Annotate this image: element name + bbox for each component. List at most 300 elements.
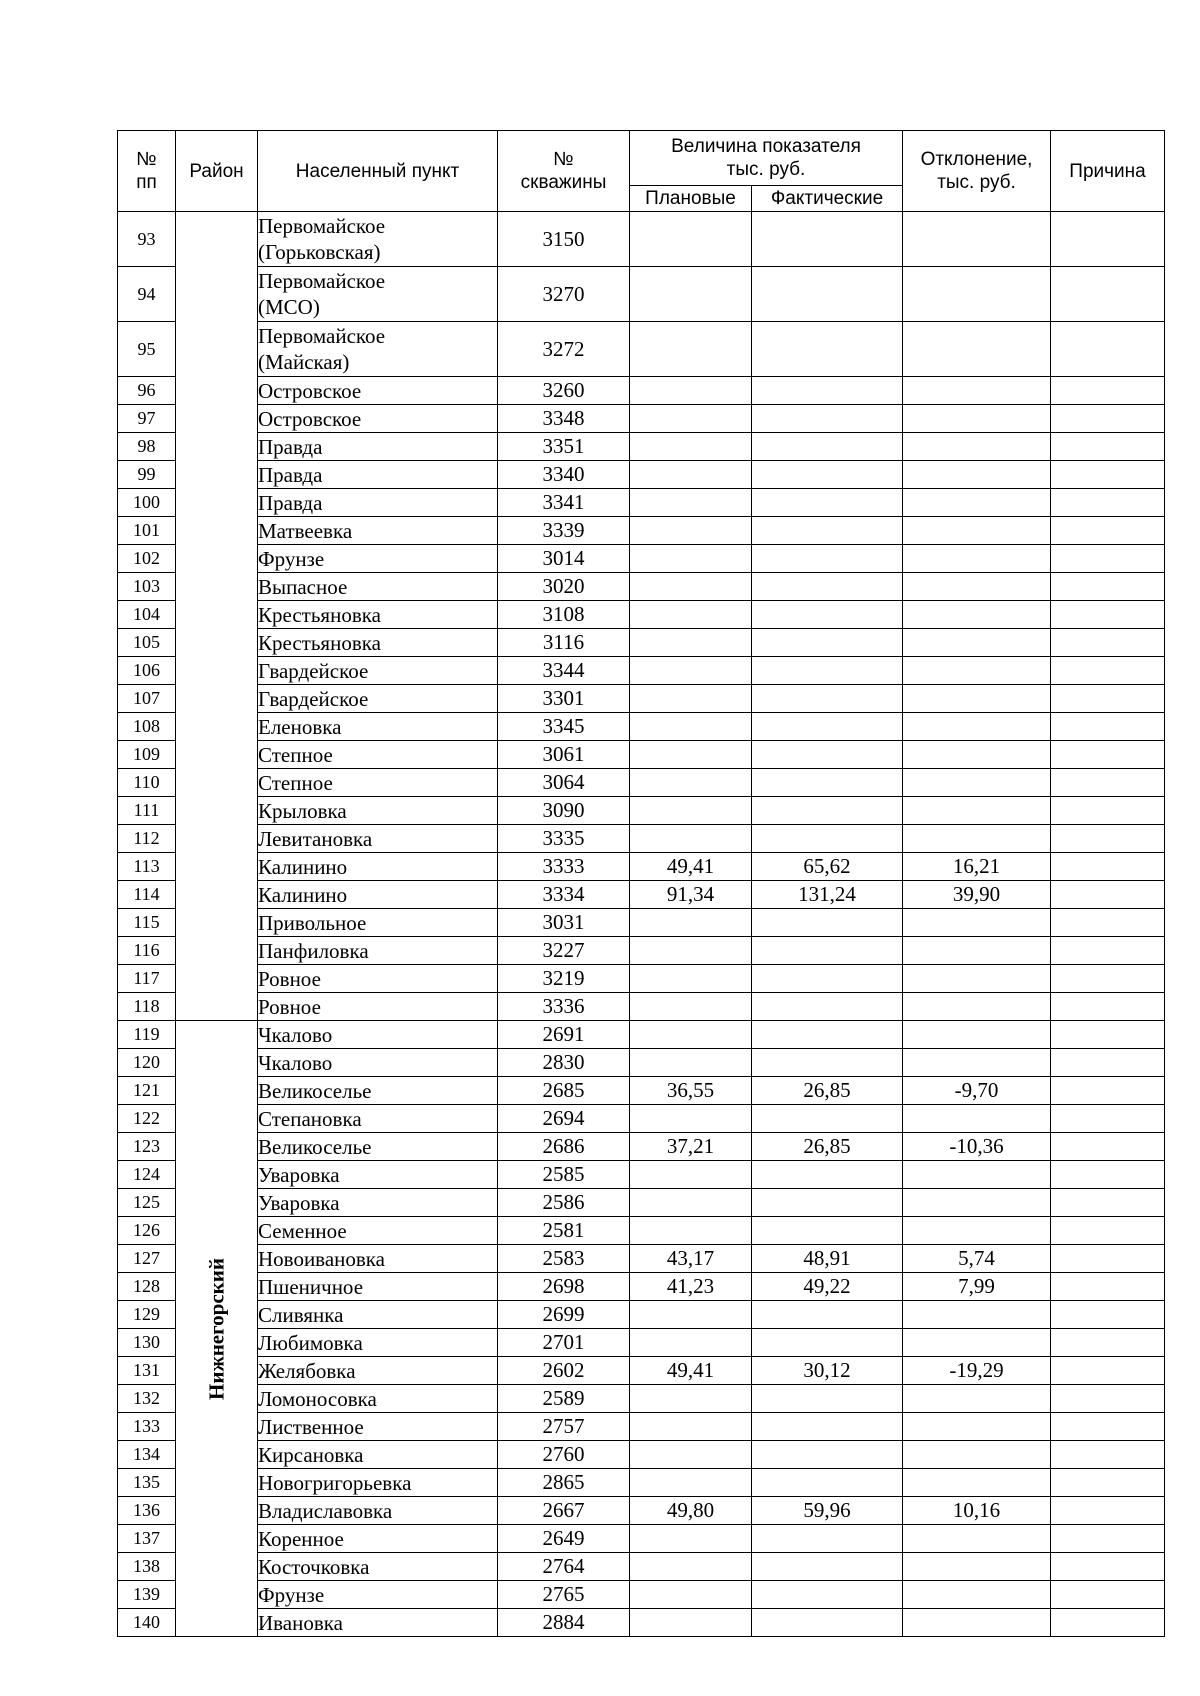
well-number: 2699 <box>498 1301 630 1329</box>
table-row <box>118 1217 1165 1245</box>
settlement-name: Островское <box>258 405 498 433</box>
deviation-value <box>903 1161 1051 1189</box>
planned-value <box>630 545 752 573</box>
deviation-value <box>903 713 1051 741</box>
table-row <box>118 212 1165 267</box>
row-number: 136 <box>118 1497 176 1525</box>
settlement-name: Косточковка <box>258 1553 498 1581</box>
actual-value <box>752 1553 903 1581</box>
actual-value <box>752 545 903 573</box>
table-row <box>118 405 1165 433</box>
table-row <box>118 545 1165 573</box>
row-number: 133 <box>118 1413 176 1441</box>
well-number: 2589 <box>498 1385 630 1413</box>
reason-value <box>1051 909 1165 937</box>
well-number: 2581 <box>498 1217 630 1245</box>
reason-value <box>1051 825 1165 853</box>
reason-value <box>1051 1525 1165 1553</box>
deviation-value <box>903 797 1051 825</box>
planned-value <box>630 1553 752 1581</box>
actual-value <box>752 1413 903 1441</box>
planned-value: 49,41 <box>630 853 752 881</box>
deviation-value <box>903 1413 1051 1441</box>
table-row <box>118 517 1165 545</box>
actual-value <box>752 1021 903 1049</box>
actual-value <box>752 769 903 797</box>
actual-value <box>752 965 903 993</box>
well-number: 2760 <box>498 1441 630 1469</box>
deviation-value: -9,70 <box>903 1077 1051 1105</box>
deviation-value <box>903 1049 1051 1077</box>
header-well-text: № скважины <box>520 149 607 193</box>
well-number: 3150 <box>498 212 630 267</box>
table-row <box>118 601 1165 629</box>
table-row <box>118 1077 1165 1105</box>
reason-value <box>1051 322 1165 377</box>
deviation-value <box>903 1581 1051 1609</box>
row-number: 131 <box>118 1357 176 1385</box>
deviation-value <box>903 1021 1051 1049</box>
well-number: 2649 <box>498 1525 630 1553</box>
settlement-name: Сливянка <box>258 1301 498 1329</box>
table-row <box>118 1385 1165 1413</box>
table-row <box>118 489 1165 517</box>
planned-value <box>630 629 752 657</box>
reason-value <box>1051 601 1165 629</box>
planned-value <box>630 1469 752 1497</box>
row-number: 113 <box>118 853 176 881</box>
planned-value <box>630 322 752 377</box>
deviation-value: 7,99 <box>903 1273 1051 1301</box>
well-number: 3339 <box>498 517 630 545</box>
reason-value <box>1051 965 1165 993</box>
header-deviation <box>903 131 1051 212</box>
deviation-value <box>903 629 1051 657</box>
row-number: 94 <box>118 267 176 322</box>
well-number: 3345 <box>498 713 630 741</box>
header-actual-text: Фактические <box>770 188 884 209</box>
actual-value: 30,12 <box>752 1357 903 1385</box>
settlement-name: Панфиловка <box>258 937 498 965</box>
planned-value <box>630 685 752 713</box>
well-number: 2583 <box>498 1245 630 1273</box>
row-number: 107 <box>118 685 176 713</box>
header-region <box>176 131 258 212</box>
row-number: 120 <box>118 1049 176 1077</box>
row-number: 115 <box>118 909 176 937</box>
planned-value <box>630 1581 752 1609</box>
planned-value <box>630 1441 752 1469</box>
reason-value <box>1051 1217 1165 1245</box>
header-reason <box>1051 131 1165 212</box>
deviation-value <box>903 322 1051 377</box>
well-number: 2764 <box>498 1553 630 1581</box>
row-number: 110 <box>118 769 176 797</box>
actual-value <box>752 629 903 657</box>
table-row <box>118 797 1165 825</box>
reason-value <box>1051 1385 1165 1413</box>
header-settlement-text: Населенный пункт <box>295 160 460 182</box>
table-row <box>118 1133 1165 1161</box>
deviation-value <box>903 267 1051 322</box>
planned-value <box>630 769 752 797</box>
deviation-value <box>903 937 1051 965</box>
reason-value <box>1051 1077 1165 1105</box>
well-number: 3116 <box>498 629 630 657</box>
planned-value <box>630 1525 752 1553</box>
actual-value <box>752 713 903 741</box>
deviation-value <box>903 1553 1051 1581</box>
row-number: 134 <box>118 1441 176 1469</box>
reason-value <box>1051 1189 1165 1217</box>
planned-value <box>630 657 752 685</box>
well-number: 2686 <box>498 1133 630 1161</box>
well-number: 3270 <box>498 267 630 322</box>
planned-value <box>630 1189 752 1217</box>
row-number: 108 <box>118 713 176 741</box>
actual-value <box>752 937 903 965</box>
planned-value <box>630 713 752 741</box>
table-row <box>118 1301 1165 1329</box>
row-number: 101 <box>118 517 176 545</box>
settlement-name: Степановка <box>258 1105 498 1133</box>
table-row <box>118 1329 1165 1357</box>
reason-value <box>1051 433 1165 461</box>
reason-value <box>1051 1497 1165 1525</box>
row-number: 139 <box>118 1581 176 1609</box>
deviation-value: 10,16 <box>903 1497 1051 1525</box>
row-number: 128 <box>118 1273 176 1301</box>
reason-value <box>1051 853 1165 881</box>
reason-value <box>1051 1441 1165 1469</box>
settlement-name: Семенное <box>258 1217 498 1245</box>
table-row <box>118 825 1165 853</box>
reason-value <box>1051 1021 1165 1049</box>
row-number: 129 <box>118 1301 176 1329</box>
table-row <box>118 377 1165 405</box>
settlement-name: Чкалово <box>258 1021 498 1049</box>
well-number: 3341 <box>498 489 630 517</box>
well-number: 3219 <box>498 965 630 993</box>
reason-value <box>1051 937 1165 965</box>
actual-value <box>752 267 903 322</box>
reason-value <box>1051 1133 1165 1161</box>
planned-value <box>630 517 752 545</box>
settlement-name: Новоивановка <box>258 1245 498 1273</box>
planned-value: 37,21 <box>630 1133 752 1161</box>
planned-value <box>630 433 752 461</box>
row-number: 122 <box>118 1105 176 1133</box>
settlement-name: Желябовка <box>258 1357 498 1385</box>
actual-value <box>752 377 903 405</box>
reason-value <box>1051 1357 1165 1385</box>
actual-value <box>752 1105 903 1133</box>
row-number: 130 <box>118 1329 176 1357</box>
settlement-name: Кирсановка <box>258 1441 498 1469</box>
settlement-name: Фрунзе <box>258 1581 498 1609</box>
deviation-value <box>903 1525 1051 1553</box>
well-number: 3020 <box>498 573 630 601</box>
row-number: 109 <box>118 741 176 769</box>
header-region-text: Район <box>189 160 244 182</box>
deviation-value <box>903 405 1051 433</box>
well-number: 3333 <box>498 853 630 881</box>
well-number: 3260 <box>498 377 630 405</box>
settlement-name: Ровное <box>258 965 498 993</box>
well-number: 2694 <box>498 1105 630 1133</box>
deviation-value <box>903 433 1051 461</box>
settlement-name: Первомайское (МСО) <box>258 267 498 322</box>
actual-value <box>752 601 903 629</box>
deviation-value <box>903 909 1051 937</box>
actual-value: 59,96 <box>752 1497 903 1525</box>
header-planned <box>630 186 752 212</box>
settlement-name: Уваровка <box>258 1161 498 1189</box>
actual-value <box>752 1581 903 1609</box>
actual-value <box>752 1525 903 1553</box>
planned-value <box>630 1301 752 1329</box>
settlement-name: Правда <box>258 461 498 489</box>
actual-value <box>752 685 903 713</box>
reason-value <box>1051 1245 1165 1273</box>
planned-value <box>630 1609 752 1637</box>
reason-value <box>1051 881 1165 909</box>
well-number: 3227 <box>498 937 630 965</box>
region-name: Нижнегорский <box>204 1257 228 1400</box>
reason-value <box>1051 993 1165 1021</box>
reason-value <box>1051 1609 1165 1637</box>
row-number: 116 <box>118 937 176 965</box>
planned-value: 43,17 <box>630 1245 752 1273</box>
planned-value: 91,34 <box>630 881 752 909</box>
deviation-value: 5,74 <box>903 1245 1051 1273</box>
well-number: 3348 <box>498 405 630 433</box>
settlement-name: Ивановка <box>258 1609 498 1637</box>
row-number: 123 <box>118 1133 176 1161</box>
reason-value <box>1051 685 1165 713</box>
table-row <box>118 937 1165 965</box>
planned-value: 49,41 <box>630 1357 752 1385</box>
actual-value <box>752 993 903 1021</box>
row-number: 102 <box>118 545 176 573</box>
settlement-name: Великоселье <box>258 1133 498 1161</box>
deviation-value <box>903 1301 1051 1329</box>
table-row <box>118 881 1165 909</box>
settlement-name: Степное <box>258 769 498 797</box>
reason-value <box>1051 657 1165 685</box>
reason-value <box>1051 405 1165 433</box>
settlement-name: Крестьяновка <box>258 629 498 657</box>
settlement-name: Великоселье <box>258 1077 498 1105</box>
settlement-name: Фрунзе <box>258 545 498 573</box>
header-settlement <box>258 131 498 212</box>
planned-value <box>630 741 752 769</box>
planned-value <box>630 965 752 993</box>
settlement-name: Уваровка <box>258 1189 498 1217</box>
table-row <box>118 1273 1165 1301</box>
actual-value <box>752 825 903 853</box>
table-row <box>118 713 1165 741</box>
planned-value: 36,55 <box>630 1077 752 1105</box>
row-number: 132 <box>118 1385 176 1413</box>
deviation-value <box>903 825 1051 853</box>
table-row <box>118 267 1165 322</box>
planned-value <box>630 1385 752 1413</box>
table-body <box>118 212 1165 1637</box>
deviation-value: 16,21 <box>903 853 1051 881</box>
row-number: 125 <box>118 1189 176 1217</box>
well-number: 2765 <box>498 1581 630 1609</box>
well-number: 3301 <box>498 685 630 713</box>
reason-value <box>1051 1469 1165 1497</box>
actual-value <box>752 1441 903 1469</box>
well-number: 3272 <box>498 322 630 377</box>
well-number: 2586 <box>498 1189 630 1217</box>
actual-value <box>752 573 903 601</box>
deviation-value <box>903 461 1051 489</box>
table-row <box>118 657 1165 685</box>
actual-value <box>752 909 903 937</box>
table-row <box>118 965 1165 993</box>
actual-value: 131,24 <box>752 881 903 909</box>
settlement-name: Левитановка <box>258 825 498 853</box>
settlement-name: Крыловка <box>258 797 498 825</box>
row-number: 99 <box>118 461 176 489</box>
reason-value <box>1051 517 1165 545</box>
table-row <box>118 1049 1165 1077</box>
row-number: 124 <box>118 1161 176 1189</box>
table-row <box>118 993 1165 1021</box>
planned-value <box>630 1217 752 1245</box>
row-number: 137 <box>118 1525 176 1553</box>
reason-value <box>1051 1301 1165 1329</box>
actual-value <box>752 517 903 545</box>
deviation-value <box>903 601 1051 629</box>
deviation-value <box>903 489 1051 517</box>
reason-value <box>1051 573 1165 601</box>
table-row <box>118 573 1165 601</box>
row-number: 140 <box>118 1609 176 1637</box>
row-number: 118 <box>118 993 176 1021</box>
deviation-value <box>903 1105 1051 1133</box>
well-number: 2701 <box>498 1329 630 1357</box>
table-row <box>118 433 1165 461</box>
well-number: 2830 <box>498 1049 630 1077</box>
row-number: 98 <box>118 433 176 461</box>
table-row <box>118 1609 1165 1637</box>
settlement-name: Правда <box>258 489 498 517</box>
settlement-name: Первомайское (Майская) <box>258 322 498 377</box>
table-row <box>118 1581 1165 1609</box>
row-number: 111 <box>118 797 176 825</box>
table-row <box>118 685 1165 713</box>
settlement-name: Выпасное <box>258 573 498 601</box>
well-number: 3014 <box>498 545 630 573</box>
well-number: 3336 <box>498 993 630 1021</box>
table-row <box>118 629 1165 657</box>
reason-value <box>1051 489 1165 517</box>
reason-value <box>1051 267 1165 322</box>
table-header <box>118 131 1165 212</box>
actual-value <box>752 1301 903 1329</box>
deviation-value <box>903 573 1051 601</box>
actual-value <box>752 322 903 377</box>
actual-value: 26,85 <box>752 1133 903 1161</box>
planned-value <box>630 909 752 937</box>
reason-value <box>1051 1049 1165 1077</box>
wells-table <box>117 130 1165 1637</box>
table-row <box>118 1497 1165 1525</box>
table-row <box>118 741 1165 769</box>
actual-value: 49,22 <box>752 1273 903 1301</box>
well-number: 2602 <box>498 1357 630 1385</box>
well-number: 2585 <box>498 1161 630 1189</box>
deviation-value <box>903 657 1051 685</box>
settlement-name: Калинино <box>258 853 498 881</box>
well-number: 2698 <box>498 1273 630 1301</box>
settlement-name: Коренное <box>258 1525 498 1553</box>
actual-value <box>752 1161 903 1189</box>
planned-value <box>630 405 752 433</box>
reason-value <box>1051 377 1165 405</box>
row-number: 95 <box>118 322 176 377</box>
deviation-value <box>903 377 1051 405</box>
planned-value <box>630 601 752 629</box>
well-number: 3351 <box>498 433 630 461</box>
planned-value <box>630 1049 752 1077</box>
well-number: 3340 <box>498 461 630 489</box>
header-deviation-text: Отклонение, тыс. руб. <box>920 149 1033 193</box>
row-number: 100 <box>118 489 176 517</box>
planned-value <box>630 267 752 322</box>
planned-value <box>630 1021 752 1049</box>
header-reason-text: Причина <box>1069 160 1146 182</box>
actual-value: 65,62 <box>752 853 903 881</box>
planned-value: 41,23 <box>630 1273 752 1301</box>
well-number: 2865 <box>498 1469 630 1497</box>
reason-value <box>1051 769 1165 797</box>
reason-value <box>1051 629 1165 657</box>
settlement-name: Степное <box>258 741 498 769</box>
actual-value <box>752 797 903 825</box>
well-number: 3334 <box>498 881 630 909</box>
settlement-name: Ровное <box>258 993 498 1021</box>
planned-value <box>630 489 752 517</box>
table-row <box>118 1245 1165 1273</box>
deviation-value <box>903 741 1051 769</box>
row-number: 126 <box>118 1217 176 1245</box>
table-row <box>118 853 1165 881</box>
settlement-name: Гвардейское <box>258 685 498 713</box>
table-row <box>118 322 1165 377</box>
deviation-value: -10,36 <box>903 1133 1051 1161</box>
actual-value <box>752 657 903 685</box>
reason-value <box>1051 1329 1165 1357</box>
actual-value <box>752 433 903 461</box>
table-row <box>118 1525 1165 1553</box>
header-actual <box>752 186 903 212</box>
settlement-name: Калинино <box>258 881 498 909</box>
settlement-name: Ломоносовка <box>258 1385 498 1413</box>
table-row <box>118 1357 1165 1385</box>
settlement-name: Чкалово <box>258 1049 498 1077</box>
table-row <box>118 769 1165 797</box>
settlement-name: Любимовка <box>258 1329 498 1357</box>
reason-value <box>1051 1273 1165 1301</box>
well-number: 2691 <box>498 1021 630 1049</box>
actual-value <box>752 461 903 489</box>
actual-value <box>752 1469 903 1497</box>
